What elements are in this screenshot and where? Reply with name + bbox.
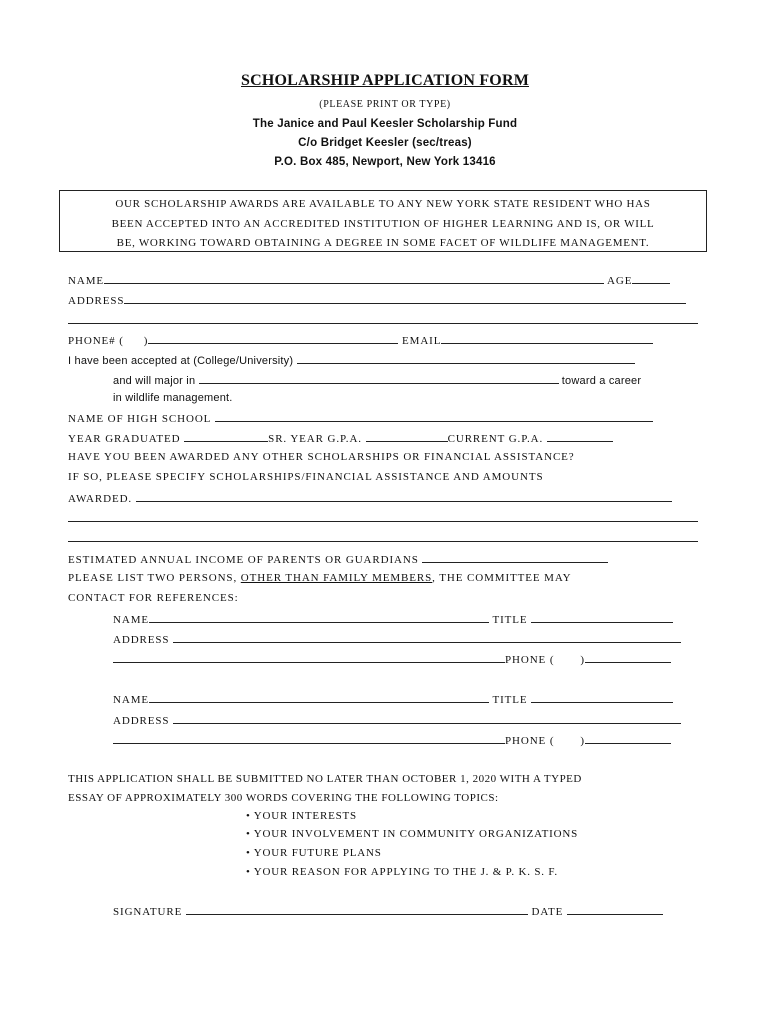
signature-field[interactable] bbox=[186, 904, 528, 915]
awarded-field[interactable] bbox=[136, 491, 672, 502]
ref1-name-row bbox=[113, 612, 673, 626]
references-row bbox=[68, 572, 572, 584]
career-label: toward a career bbox=[561, 375, 642, 387]
eligibility-notice bbox=[59, 190, 707, 252]
high-school-label: NAME OF HIGH SCHOOL bbox=[68, 413, 211, 425]
awarded-line3-field[interactable] bbox=[68, 531, 698, 542]
ref2-phone-row bbox=[113, 733, 671, 747]
ref1-address-row bbox=[113, 632, 681, 646]
ref1-address-label: ADDRESS bbox=[113, 634, 170, 646]
income-field[interactable] bbox=[422, 552, 608, 563]
address-field[interactable] bbox=[124, 293, 686, 304]
ref1-address-field[interactable] bbox=[173, 632, 681, 643]
age-label: AGE bbox=[607, 275, 633, 287]
essay-topic-item: • YOUR INVOLVEMENT IN COMMUNITY ORGANIZATIONS bbox=[246, 828, 579, 840]
ref2-address2-field[interactable] bbox=[113, 733, 505, 744]
notice-line: OUR SCHOLARSHIP AWARDS ARE AVAILABLE TO ANY NEW YORK STATE RESIDENT WHO HAS bbox=[115, 198, 651, 210]
signature-label: SIGNATURE bbox=[113, 906, 183, 918]
contact-row bbox=[68, 592, 239, 604]
notice-line: BEEN ACCEPTED INTO AN ACCREDITED INSTITUTION OF HIGHER LEARNING AND IS, OR WILL bbox=[111, 217, 655, 230]
income-row bbox=[68, 552, 608, 566]
ref1-phone-row bbox=[113, 652, 671, 666]
sr-gpa-label: SR. YEAR G.P.A. bbox=[268, 433, 362, 445]
ref1-address2-field[interactable] bbox=[113, 652, 505, 663]
other-awards-label: HAVE YOU BEEN AWARDED ANY OTHER SCHOLARSHIPS OR FINANCIAL ASSISTANCE? bbox=[68, 451, 575, 463]
email-field[interactable] bbox=[441, 333, 653, 344]
year-graduated-label: YEAR GRADUATED bbox=[68, 433, 181, 445]
fund-name: The Janice and Paul Keesler Scholarship Fund bbox=[252, 118, 518, 130]
ref2-address-row bbox=[113, 713, 681, 727]
wildlife-row bbox=[113, 392, 233, 404]
ref2-name-field[interactable] bbox=[149, 692, 489, 703]
essay-deadline-line: THIS APPLICATION SHALL BE SUBMITTED NO LATER THAN OCTOBER 1, 2020 WITH A TYPED bbox=[68, 773, 582, 785]
ref2-phone-field[interactable] bbox=[585, 733, 671, 744]
signature-row bbox=[113, 904, 663, 918]
if-so-label: IF SO, PLEASE SPECIFY SCHOLARSHIPS/FINANCIAL ASSISTANCE AND AMOUNTS bbox=[68, 471, 544, 483]
college-field[interactable] bbox=[297, 353, 635, 364]
essay-topic-item: • YOUR REASON FOR APPLYING TO THE J. & P. K. S. F. bbox=[246, 866, 558, 878]
year-graduated-field[interactable] bbox=[184, 431, 268, 442]
awarded-line3-row bbox=[68, 531, 698, 545]
form-title: SCHOLARSHIP APPLICATION FORM bbox=[241, 72, 529, 89]
ref2-name-label: NAME bbox=[113, 694, 149, 706]
major-field[interactable] bbox=[199, 373, 559, 384]
ref1-phone-paren: ) bbox=[580, 654, 585, 666]
date-label: DATE bbox=[531, 906, 564, 918]
ref2-phone-paren: ) bbox=[580, 735, 585, 747]
name-field[interactable] bbox=[104, 273, 604, 284]
essay-topic-item: • YOUR FUTURE PLANS bbox=[246, 847, 382, 859]
ref2-phone-label: PHONE ( bbox=[505, 735, 555, 747]
ref1-title-label: TITLE bbox=[492, 614, 528, 626]
address-label: ADDRESS bbox=[68, 295, 125, 307]
awarded-label: AWARDED. bbox=[68, 493, 133, 505]
ref1-phone-label: PHONE ( bbox=[505, 654, 555, 666]
accepted-row bbox=[68, 353, 635, 367]
other-awards-row bbox=[68, 451, 575, 463]
notice-line: BE, WORKING TOWARD OBTAINING A DEGREE IN SOME FACET OF WILDLIFE MANAGEMENT. bbox=[116, 237, 650, 249]
address-line2-row bbox=[68, 313, 698, 327]
current-gpa-field[interactable] bbox=[547, 431, 613, 442]
email-label: EMAIL bbox=[402, 335, 442, 347]
high-school-row bbox=[68, 411, 653, 425]
ref2-name-row bbox=[113, 692, 673, 706]
ref1-title-field[interactable] bbox=[531, 612, 673, 623]
fund-address: P.O. Box 485, Newport, New York 13416 bbox=[274, 156, 496, 168]
ref2-address-label: ADDRESS bbox=[113, 715, 170, 727]
gpa-row bbox=[68, 431, 613, 445]
address-row bbox=[68, 293, 686, 307]
awarded-row bbox=[68, 491, 672, 505]
ref2-title-field[interactable] bbox=[531, 692, 673, 703]
ref2-title-label: TITLE bbox=[492, 694, 528, 706]
ref1-phone-field[interactable] bbox=[585, 652, 671, 663]
current-gpa-label: CURRENT G.P.A. bbox=[447, 433, 544, 445]
phone-label: PHONE# ( bbox=[68, 335, 124, 347]
name-age-row bbox=[68, 273, 670, 287]
wildlife-label: in wildlife management. bbox=[113, 392, 233, 404]
contact-label: CONTACT FOR REFERENCES: bbox=[68, 592, 239, 604]
phone-paren: ) bbox=[143, 335, 149, 347]
age-field[interactable] bbox=[632, 273, 670, 284]
awarded-line2-field[interactable] bbox=[68, 511, 698, 522]
essay-topics-intro: ESSAY OF APPROXIMATELY 300 WORDS COVERING THE FOLLOWING TOPICS: bbox=[68, 792, 499, 804]
name-label: NAME bbox=[68, 275, 104, 287]
form-subtitle: (PLEASE PRINT OR TYPE) bbox=[319, 99, 451, 110]
essay-topic-item: • YOUR INTERESTS bbox=[246, 810, 357, 822]
awarded-line2-row bbox=[68, 511, 698, 525]
major-label: and will major in bbox=[113, 375, 196, 387]
address-line2-field[interactable] bbox=[68, 313, 698, 324]
ref2-address-field[interactable] bbox=[173, 713, 681, 724]
ref1-name-label: NAME bbox=[113, 614, 149, 626]
high-school-field[interactable] bbox=[215, 411, 653, 422]
references-emphasis: OTHER THAN FAMILY MEMBERS bbox=[240, 572, 433, 584]
accepted-label: I have been accepted at (College/University) bbox=[68, 355, 294, 367]
sr-gpa-field[interactable] bbox=[366, 431, 448, 442]
references-label: PLEASE LIST TWO PERSONS, bbox=[68, 572, 241, 584]
phone-email-row bbox=[68, 333, 653, 347]
phone-field[interactable] bbox=[148, 333, 398, 344]
major-row bbox=[113, 373, 641, 387]
date-field[interactable] bbox=[567, 904, 663, 915]
references-label-end: , THE COMMITTEE MAY bbox=[432, 572, 572, 584]
fund-contact: C/o Bridget Keesler (sec/treas) bbox=[298, 137, 472, 149]
ref1-name-field[interactable] bbox=[149, 612, 489, 623]
income-label: ESTIMATED ANNUAL INCOME OF PARENTS OR GUARDIANS bbox=[68, 554, 419, 566]
if-so-row bbox=[68, 471, 543, 483]
